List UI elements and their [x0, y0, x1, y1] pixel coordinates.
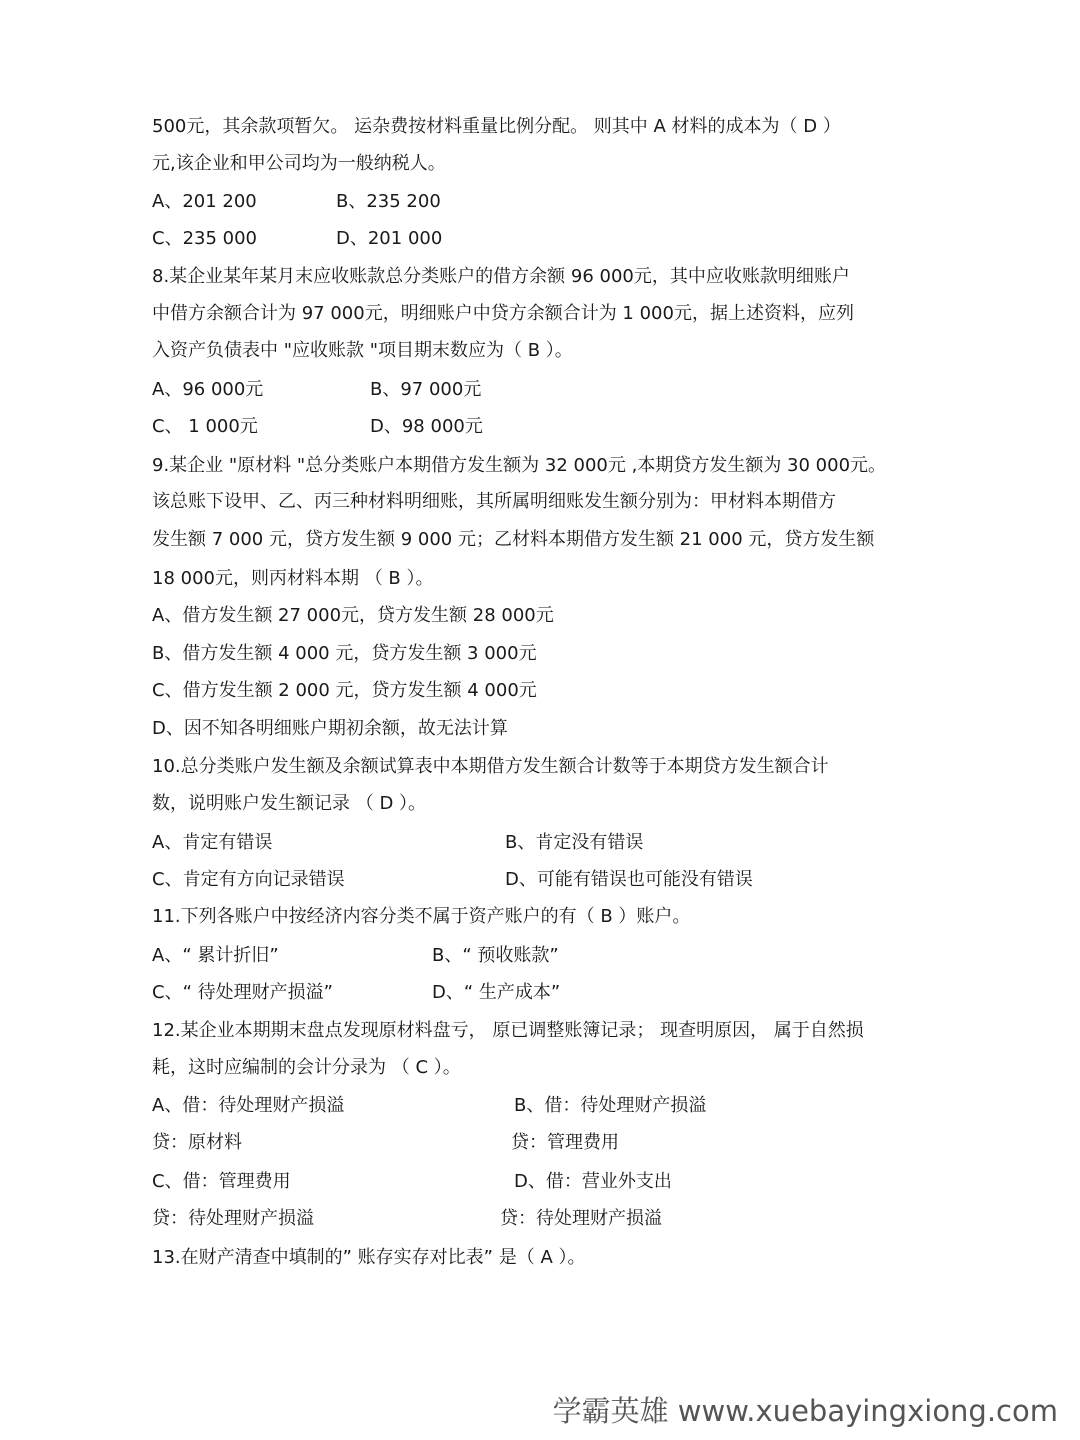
option-line: C、借方发生额 2 000 元，贷方发生额 4 000元	[152, 680, 537, 701]
question-8: 8.某企业某年某月末应收账款总分类账户的借方余额 96 000元，其中应收账款明细账户	[152, 266, 850, 287]
option-line: B、97 000元	[370, 379, 482, 400]
option-line: A、201 200	[152, 191, 257, 212]
option-line: C、“ 待处理财产损溢”	[152, 982, 333, 1003]
option-line: D、因不知各明细账户期初余额，故无法计算	[152, 718, 508, 739]
option-line: B、借：待处理财产损溢	[514, 1095, 707, 1116]
option-line: D、“ 生产成本”	[432, 982, 561, 1003]
text-line: 元,该企业和甲公司均为一般纳税人。	[152, 153, 446, 174]
question-11: 11.下列各账户中按经济内容分类不属于资产账户的有（ B ）账户。	[152, 906, 691, 927]
text-line: 发生额 7 000 元，贷方发生额 9 000 元；乙材料本期借方发生额 21 000 元，贷方发生额	[152, 529, 875, 550]
option-line: D、201 000	[336, 228, 443, 249]
text-line: 18 000元，则丙材料本期 （ B ）。	[152, 568, 434, 589]
text-line: 耗，这时应编制的会计分录为 （ C ）。	[152, 1057, 461, 1078]
option-line: B、“ 预收账款”	[432, 945, 559, 966]
option-line: C、肯定有方向记录错误	[152, 869, 345, 890]
text-line: 数，说明账户发生额记录 （ D ）。	[152, 793, 427, 814]
text-line: 入资产负债表中 "应收账款 "项目期末数应为（ B ）。	[152, 340, 573, 361]
option-line: A、肯定有错误	[152, 832, 273, 853]
option-line: D、98 000元	[370, 416, 483, 437]
watermark: 学霸英雄 www.xuebayingxiong.com	[552, 1394, 1058, 1428]
question-13: 13.在财产清查中填制的” 账存实存对比表” 是（ A ）。	[152, 1247, 586, 1268]
question-12: 12.某企业本期期末盘点发现原材料盘亏， 原已调整账簿记录； 现查明原因， 属于自然损	[152, 1020, 864, 1041]
option-line: B、235 200	[336, 191, 441, 212]
option-line: A、“ 累计折旧”	[152, 945, 279, 966]
option-line: A、96 000元	[152, 379, 264, 400]
text-line: 500元，其余款项暂欠。 运杂费按材料重量比例分配。 则其中 A 材料的成本为（ D ）	[152, 116, 841, 137]
option-line: A、借方发生额 27 000元，贷方发生额 28 000元	[152, 605, 554, 626]
option-line: B、借方发生额 4 000 元，贷方发生额 3 000元	[152, 643, 537, 664]
option-line: B、肯定没有错误	[505, 832, 644, 853]
option-line: C、借：管理费用	[152, 1171, 291, 1192]
option-line: 贷：待处理财产损溢	[152, 1208, 314, 1229]
option-line: C、235 000	[152, 228, 258, 249]
option-line: A、借：待处理财产损溢	[152, 1095, 345, 1116]
option-line: D、借：营业外支出	[514, 1171, 672, 1192]
question-9: 9.某企业 "原材料 "总分类账户本期借方发生额为 32 000元 ,本期贷方发生额为 30 000元。	[152, 455, 887, 476]
option-line: 贷：管理费用	[511, 1132, 619, 1153]
question-10: 10.总分类账户发生额及余额试算表中本期借方发生额合计数等于本期贷方发生额合计	[152, 756, 829, 777]
text-line: 中借方余额合计为 97 000元，明细账户中贷方余额合计为 1 000元，据上述资料，应列	[152, 303, 854, 324]
option-line: 贷：待处理财产损溢	[500, 1208, 662, 1229]
option-line: 贷：原材料	[152, 1132, 242, 1153]
option-line: C、 1 000元	[152, 416, 258, 437]
text-line: 该总账下设甲、乙、丙三种材料明细账，其所属明细账发生额分别为：甲材料本期借方	[152, 491, 836, 512]
option-line: D、可能有错误也可能没有错误	[505, 869, 753, 890]
